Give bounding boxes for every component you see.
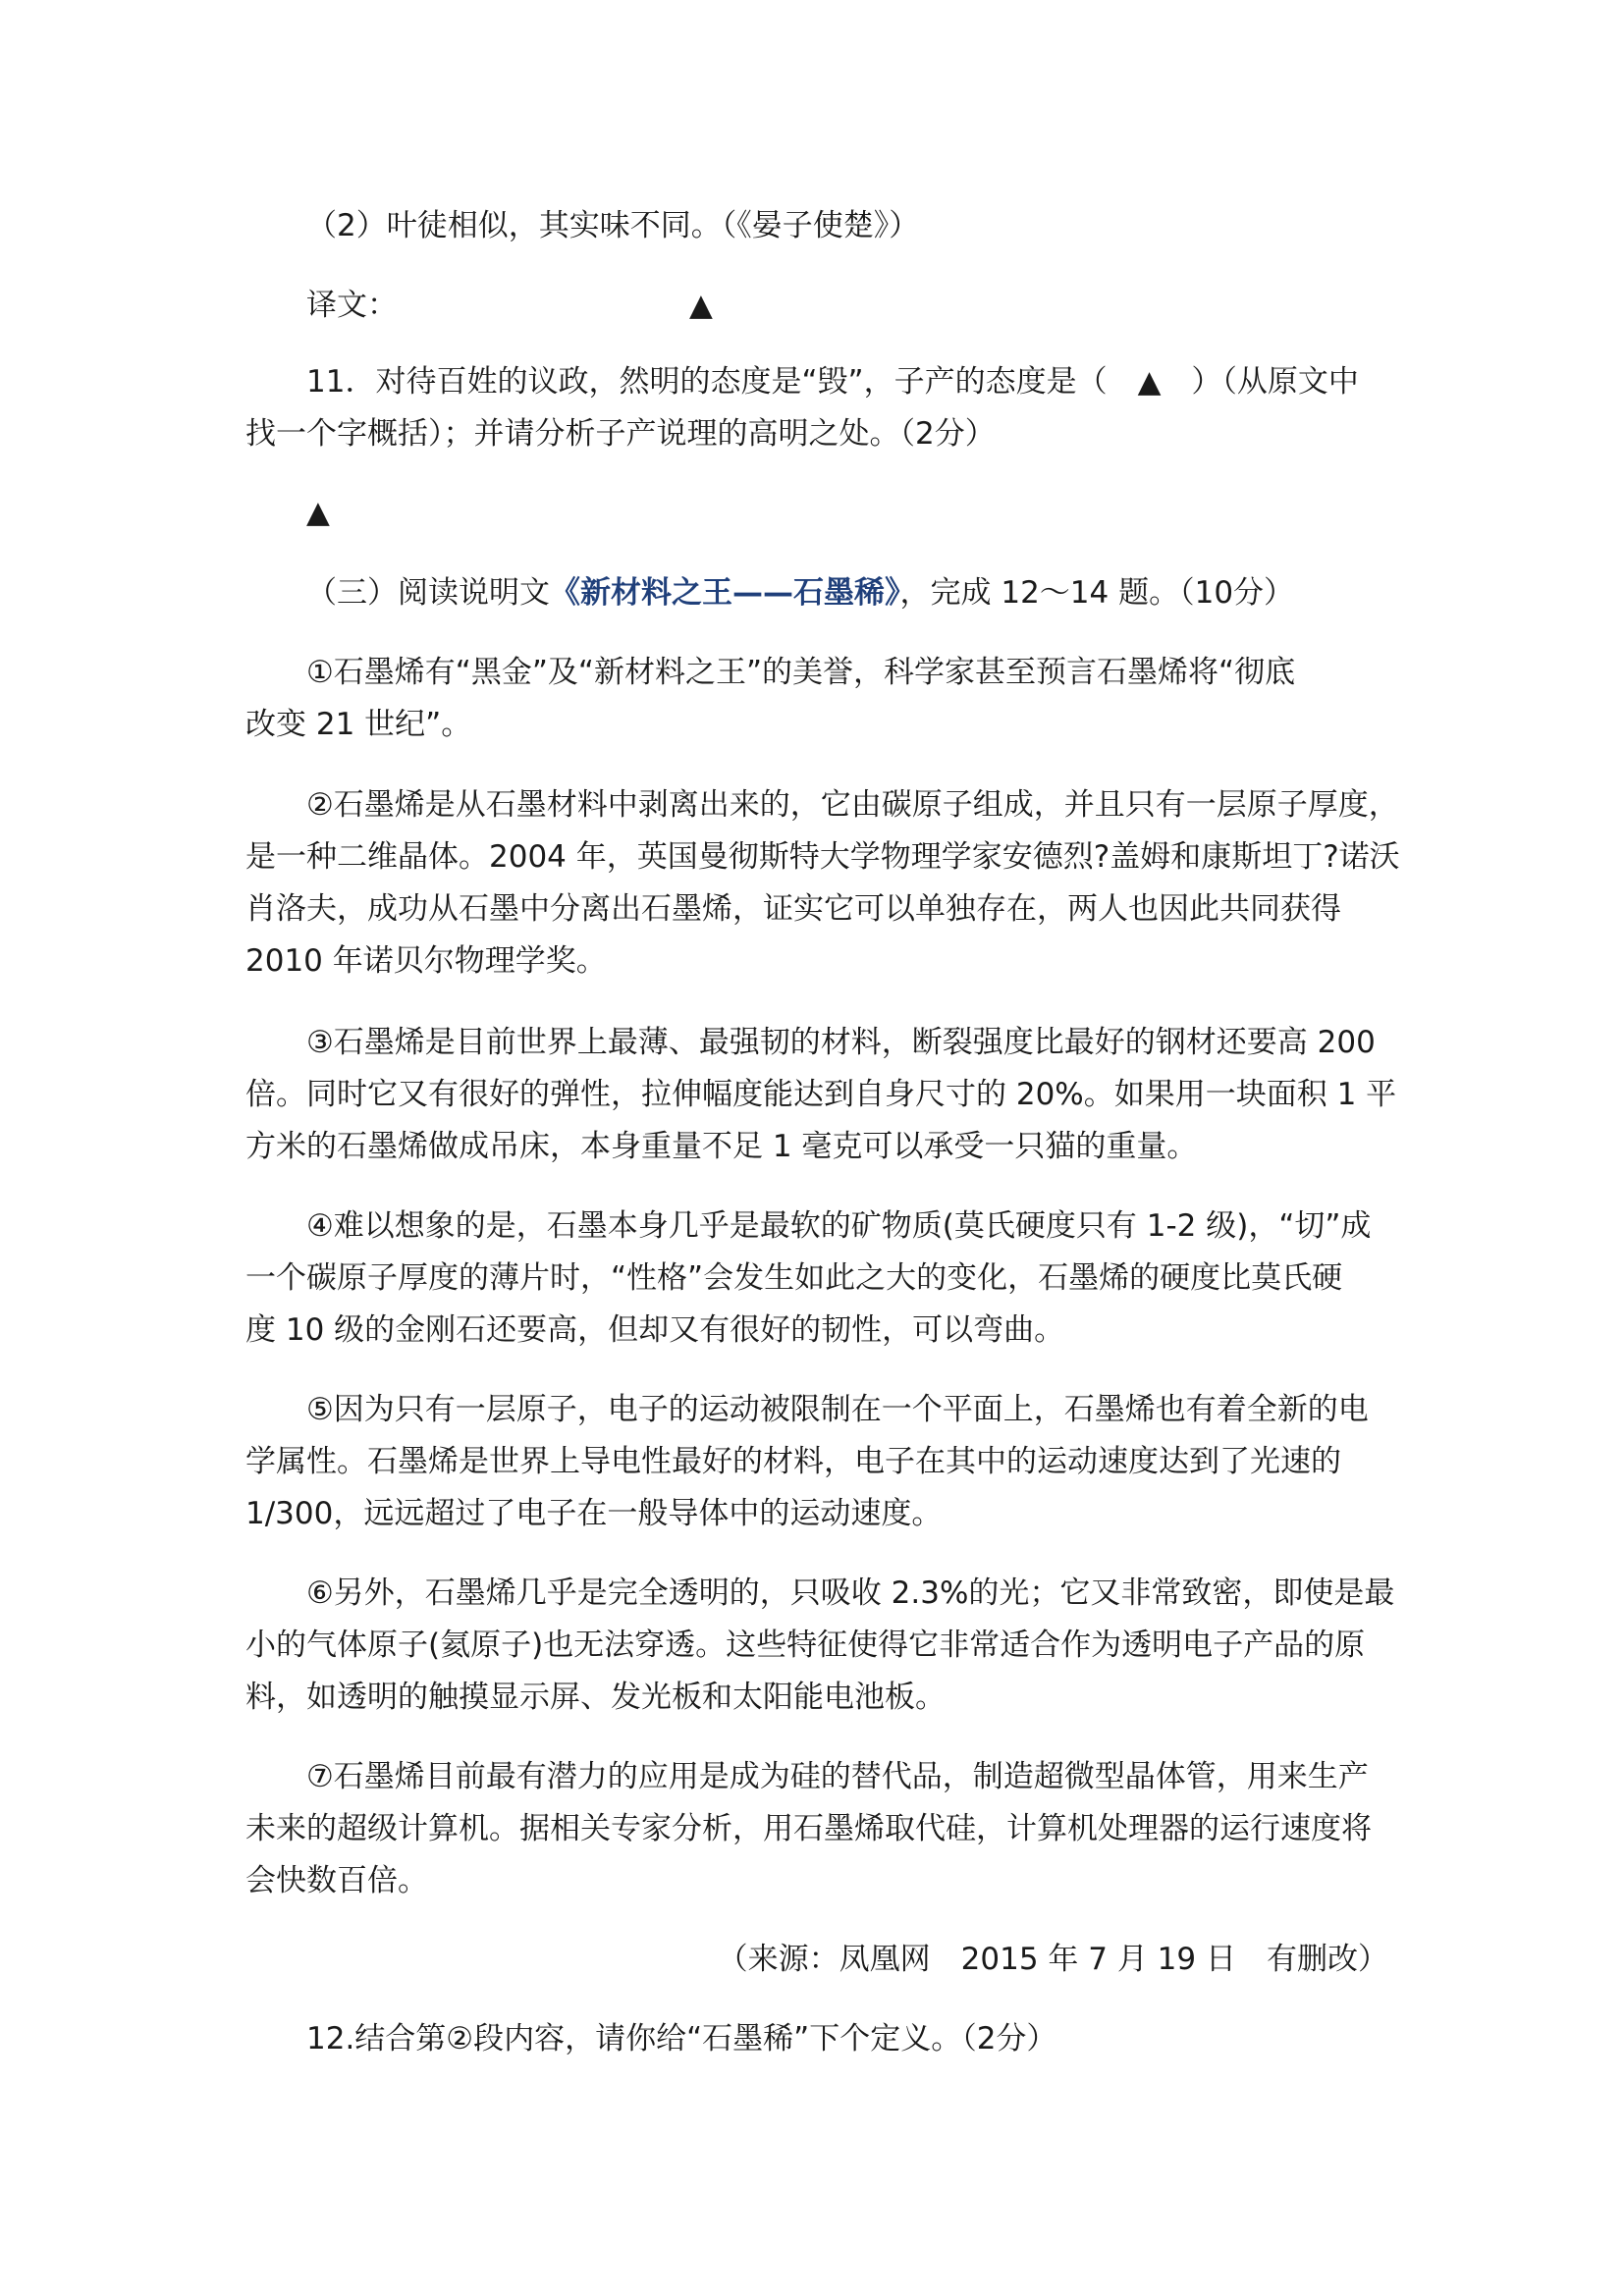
paragraph-1 bbox=[245, 647, 1389, 751]
paragraph-5 bbox=[245, 1384, 1389, 1540]
paragraph-4 bbox=[245, 1201, 1389, 1357]
paragraph-2 bbox=[245, 779, 1400, 988]
paragraph-line: 料，如透明的触摸显示屏、发光板和太阳能电池板。 bbox=[245, 1680, 946, 1715]
paragraph-line: 倍。同时它又有很好的弹性，拉伸幅度能达到自身尺寸的 20%。如果用一块面积 1 平 bbox=[245, 1077, 1397, 1112]
q11-line-2: 找一个字概括）；并请分析子产说理的高明之处。（2分） bbox=[245, 416, 996, 452]
paragraph-line: 2010 年诺贝尔物理学奖。 bbox=[245, 943, 607, 979]
paragraph-line: 度 10 级的金刚石还要高，但却又有很好的韧性，可以弯曲。 bbox=[245, 1312, 1065, 1348]
source-citation: （来源：凤凰网 2015 年 7 月 19 日 有删改） bbox=[717, 1942, 1388, 1977]
paragraph-3 bbox=[245, 1017, 1397, 1173]
paragraph-line: 1/300，远远超过了电子在一般导体中的运动速度。 bbox=[245, 1496, 943, 1531]
q12-question: 12.结合第②段内容，请你给“石墨稀”下个定义。（2分） bbox=[306, 2021, 1057, 2056]
article-title: 《新材料之王——石墨稀》 bbox=[550, 575, 900, 611]
paragraph-line: 小的气体原子(氦原子)也无法穿透。这些特征使得它非常适合作为透明电子产品的原 bbox=[245, 1628, 1366, 1663]
answer-blank-triangle: ▲ bbox=[689, 288, 713, 323]
paragraph-7 bbox=[245, 1751, 1389, 1907]
paragraph-line: 改变 21 世纪”。 bbox=[245, 707, 472, 742]
paragraph-line: ①石墨烯有“黑金”及“新材料之王”的美誉，科学家甚至预言石墨烯将“彻底 bbox=[306, 655, 1296, 690]
section-3-suffix: ，完成 12～14 题。（10分） bbox=[899, 575, 1295, 611]
translation-label: 译文： bbox=[306, 288, 398, 323]
paragraph-line: 未来的超级计算机。据相关专家分析，用石墨烯取代硅，计算机处理器的运行速度将 bbox=[245, 1811, 1372, 1846]
q11-question bbox=[245, 356, 1389, 460]
paragraph-line: 会快数百倍。 bbox=[245, 1863, 428, 1898]
paragraph-line: 肖洛夫，成功从石墨中分离出石墨烯，证实它可以单独存在，两人也因此共同获得 bbox=[245, 891, 1341, 927]
q11-line-1: 11．对待百姓的议政，然明的态度是“毁”，子产的态度是（ ▲ ）（从原文中 bbox=[306, 364, 1359, 400]
paragraph-line: 一个碳原子厚度的薄片时，“性格”会发生如此之大的变化，石墨烯的硬度比莫氏硬 bbox=[245, 1260, 1343, 1296]
paragraph-line: 是一种二维晶体。2004 年，英国曼彻斯特大学物理学家安德烈?盖姆和康斯坦丁?诺沃 bbox=[245, 839, 1400, 875]
section-3-prefix: （三）阅读说明文 bbox=[306, 575, 550, 611]
q10-2-translation-line bbox=[306, 280, 1450, 332]
paragraph-line: ⑦石墨烯目前最有潜力的应用是成为硅的替代品，制造超微型晶体管，用来生产 bbox=[306, 1759, 1369, 1794]
paragraph-line: ⑥另外，石墨烯几乎是完全透明的，只吸收 2.3%的光；它又非常致密，即使是最 bbox=[306, 1575, 1395, 1611]
paragraph-line: ④难以想象的是，石墨本身几乎是最软的矿物质(莫氏硬度只有 1-2 级)，“切”成 bbox=[306, 1208, 1372, 1244]
paragraph-line: ③石墨烯是目前世界上最薄、最强韧的材料，断裂强度比最好的钢材还要高 200 bbox=[306, 1025, 1376, 1060]
q10-2-sentence: （2）叶徒相似，其实味不同。（《晏子使楚》） bbox=[306, 208, 920, 243]
q11-answer-triangle: ▲ bbox=[306, 495, 330, 530]
section-3-heading bbox=[306, 567, 1450, 619]
paragraph-line: 方米的石墨烯做成吊床，本身重量不足 1 毫克可以承受一只猫的重量。 bbox=[245, 1129, 1198, 1164]
paragraph-6 bbox=[245, 1568, 1395, 1724]
paragraph-line: ⑤因为只有一层原子，电子的运动被限制在一个平面上，石墨烯也有着全新的电 bbox=[306, 1392, 1369, 1427]
paragraph-line: 学属性。石墨烯是世界上导电性最好的材料，电子在其中的运动速度达到了光速的 bbox=[245, 1444, 1341, 1479]
paragraph-line: ②石墨烯是从石墨材料中剥离出来的，它由碳原子组成，并且只有一层原子厚度， bbox=[306, 787, 1399, 823]
